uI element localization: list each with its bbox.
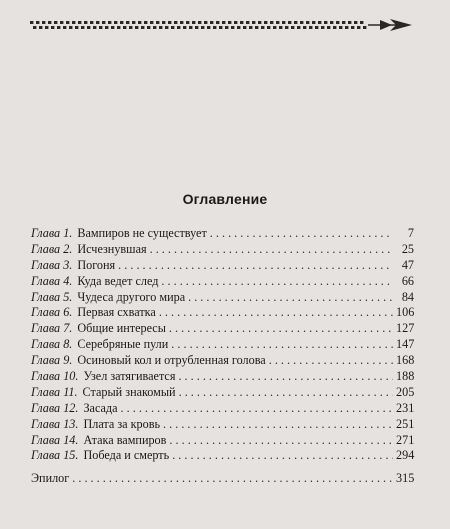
chapter-number: 14. [63,432,79,447]
ornament-dot [39,26,42,29]
ornament-dot [81,26,84,29]
ornament-dot [309,26,312,29]
leader-dots [188,290,393,306]
ornament-dot [69,26,72,29]
chapter-page: 25 [401,241,414,256]
ornament-dot [132,21,135,24]
chapter-prefix: Глава [31,432,61,447]
ornament-dot [213,26,216,29]
chapter-prefix: Глава [31,321,61,336]
ornament-dot [360,21,363,24]
ornament-dot [60,21,63,24]
chapter-label [31,417,78,433]
chapter-page: 188 [396,369,415,384]
ornament-dot [114,21,117,24]
ornament-dot [180,21,183,24]
chapter-prefix: Глава [31,241,61,256]
ornament-dot [75,26,78,29]
leader-dots [172,448,393,464]
ornament-dot [243,26,246,29]
toc-row [31,321,414,337]
ornament-dot [165,26,168,29]
chapter-label [31,226,72,242]
chapter-prefix: Глава [31,400,61,415]
ornament-dot [264,21,267,24]
chapter-title: Засада [83,400,118,415]
chapter-label [31,353,72,369]
ornament-dot [138,21,141,24]
ornament-dot [153,26,156,29]
chapter-page: 205 [396,384,415,399]
ornament-dot [78,21,81,24]
chapter-prefix: Глава [31,273,61,288]
ornament-dot [210,21,213,24]
ornament-dot [339,26,342,29]
chapter-page: 168 [396,353,415,368]
chapter-label [31,369,78,385]
ornament-dot [174,21,177,24]
epilog-page: 315 [396,471,415,485]
ornament-dot [300,21,303,24]
chapter-title: Общие интересы [77,321,166,336]
chapter-title: Чудеса другого мира [77,289,186,304]
chapter-title: Плата за кровь [83,416,161,431]
toc-row [31,385,414,401]
ornament-dot [282,21,285,24]
leader-dots [169,321,393,337]
ornament-dot [342,21,345,24]
ornament-dot [150,21,153,24]
chapter-label [31,433,78,449]
ornament-dot [123,26,126,29]
chapter-number: 2. [63,241,73,256]
leader-dots [269,353,393,369]
ornament-dot [42,21,45,24]
ornament-dot [291,26,294,29]
chapter-prefix: Глава [31,337,61,352]
chapter-page: 66 [401,273,414,288]
ornament-dot [237,26,240,29]
chapter-page: 251 [396,416,415,431]
chapter-label [31,258,72,274]
chapter-number: 1. [63,226,73,240]
ornament-dot [48,21,51,24]
leader-dots [171,337,393,353]
ornament-dot [84,21,87,24]
leader-dots [169,433,393,449]
ornament-dot [111,26,114,29]
ornament-dot [345,26,348,29]
leader-dots [72,471,393,487]
ornament-dots [30,21,366,29]
chapter-page: 271 [396,432,415,447]
toc-row [31,305,414,321]
toc-row [31,274,414,290]
toc-row [31,448,414,464]
chapter-label [31,337,72,353]
toc-row [31,401,414,417]
toc-title: Оглавление [182,191,268,207]
ornament-dot [201,26,204,29]
ornament-dot [87,26,90,29]
ornament-dot [135,26,138,29]
ornament-dot [144,21,147,24]
chapter-number: 3. [63,257,73,272]
ornament-dot [198,21,201,24]
chapter-title: Вампиров не существует [77,226,207,240]
ornament-dot [189,26,192,29]
leader-dots [210,226,393,242]
toc-row [31,226,414,242]
toc-row [31,242,414,258]
ornament-dot [333,26,336,29]
ornament-dot [303,26,306,29]
ornament-dot [228,21,231,24]
ornament-dot [183,26,186,29]
ornament-dot [363,26,366,29]
header-ornament-icon [28,18,412,32]
chapter-prefix: Глава [31,369,61,384]
chapter-label [31,448,78,464]
chapter-number: 5. [63,289,73,304]
ornament-dot [96,21,99,24]
chapter-title: Узел затягивается [83,369,176,384]
ornament-dot [327,26,330,29]
chapter-page: 231 [396,400,415,415]
ornament-dot [216,21,219,24]
chapter-prefix: Глава [31,289,61,304]
ornament-dot [159,26,162,29]
ornament-dot [330,21,333,24]
ornament-dot [267,26,270,29]
chapter-number: 9. [63,353,73,368]
chapter-page: 7 [407,226,414,240]
ornament-dot [288,21,291,24]
chapter-label [31,242,72,258]
ornament-arrow [368,19,412,31]
ornament-dot [156,21,159,24]
ornament-dot [36,21,39,24]
ornament-dot [234,21,237,24]
chapter-title: Осиновый кол и отрубленная голова [77,353,266,368]
ornament-dot [168,21,171,24]
chapter-prefix: Глава [31,353,61,368]
chapter-title: Погоня [77,257,116,272]
ornament-dot [129,26,132,29]
chapter-number: 13. [63,416,79,431]
ornament-dot [147,26,150,29]
ornament-dot [195,26,198,29]
ornament-dot [285,26,288,29]
ornament-dot [54,21,57,24]
ornament-dot [219,26,222,29]
ornament-dot [72,21,75,24]
ornament-dot [255,26,258,29]
ornament-dot [30,21,33,24]
ornament-dot [249,26,252,29]
ornament-dot [51,26,54,29]
chapter-label [31,274,72,290]
ornament-dot [276,21,279,24]
ornament-dot [192,21,195,24]
ornament-dot [351,26,354,29]
epilog-title: Эпилог [31,471,70,485]
ornament-dot [126,21,129,24]
ornament-dot [357,26,360,29]
ornament-dot [99,26,102,29]
chapter-prefix: Глава [31,305,61,320]
ornament-dot [186,21,189,24]
leader-dots [159,305,393,321]
ornament-dot [252,21,255,24]
toc-row-epilog [31,471,414,487]
chapter-number: 7. [63,321,73,336]
ornament-dot [45,26,48,29]
toc-row [31,290,414,306]
chapter-page: 47 [401,257,414,272]
chapter-title: Победа и смерть [83,448,170,463]
chapter-title: Серебряные пули [77,337,169,352]
toc-row [31,353,414,369]
ornament-dot [354,21,357,24]
chapter-label [31,305,72,321]
chapter-number: 12. [63,400,79,415]
ornament-dot [258,21,261,24]
chapter-label [31,321,72,337]
chapter-number: 11. [63,384,78,399]
ornament-dot [102,21,105,24]
chapter-label [31,401,78,417]
chapter-label [31,385,78,401]
toc-row [31,417,414,433]
leader-dots [179,385,393,401]
ornament-dot [117,26,120,29]
ornament-dot [171,26,174,29]
ornament-dot [294,21,297,24]
chapter-title: Первая схватка [77,305,156,320]
ornament-dot [231,26,234,29]
chapter-title: Старый знакомый [82,384,176,399]
leader-dots [178,369,393,385]
toc-row [31,337,414,353]
chapter-prefix: Глава [31,448,61,463]
ornament-dot [105,26,108,29]
ornament-dot [240,21,243,24]
ornament-dot [273,26,276,29]
ornament-dot [120,21,123,24]
chapter-page: 84 [401,289,414,304]
chapter-title: Атака вампиров [83,432,167,447]
chapter-number: 4. [63,273,73,288]
ornament-dot [315,26,318,29]
leader-dots [161,274,393,290]
ornament-dot [204,21,207,24]
chapter-number: 15. [63,448,79,463]
leader-dots [163,417,393,433]
ornament-dot [297,26,300,29]
ornament-dot [162,21,165,24]
ornament-dot [324,21,327,24]
ornament-dot [93,26,96,29]
ornament-dot [312,21,315,24]
ornament-dot [141,26,144,29]
toc-row [31,258,414,274]
ornament-dot [306,21,309,24]
chapter-prefix: Глава [31,384,61,399]
ornament-dot [207,26,210,29]
chapter-page: 127 [396,321,415,336]
chapter-page: 294 [396,448,415,463]
leader-dots [118,258,393,274]
chapter-page: 147 [396,337,415,352]
ornament-dot [66,21,69,24]
chapter-number: 6. [63,305,73,320]
ornament-dot [33,26,36,29]
ornament-dot [63,26,66,29]
ornament-dot [57,26,60,29]
ornament-dot [261,26,264,29]
ornament-dot [225,26,228,29]
leader-dots [150,242,393,258]
ornament-dot [321,26,324,29]
chapter-page: 106 [396,305,415,320]
chapter-number: 8. [63,337,73,352]
chapter-title: Куда ведет след [77,273,159,288]
ornament-dot [270,21,273,24]
toc-list [31,226,414,464]
toc-row [31,433,414,449]
chapter-prefix: Глава [31,257,61,272]
ornament-dot [222,21,225,24]
chapter-number: 10. [63,369,79,384]
ornament-dot [336,21,339,24]
chapter-prefix: Глава [31,226,61,240]
ornament-dot [348,21,351,24]
ornament-dot [318,21,321,24]
ornament-dot [108,21,111,24]
ornament-dot [246,21,249,24]
chapter-title: Исчезнувшая [77,241,147,256]
ornament-dot [90,21,93,24]
ornament-dot [177,26,180,29]
chapter-label [31,290,72,306]
ornament-dot [279,26,282,29]
chapter-prefix: Глава [31,416,61,431]
leader-dots [121,401,393,417]
toc-row [31,369,414,385]
